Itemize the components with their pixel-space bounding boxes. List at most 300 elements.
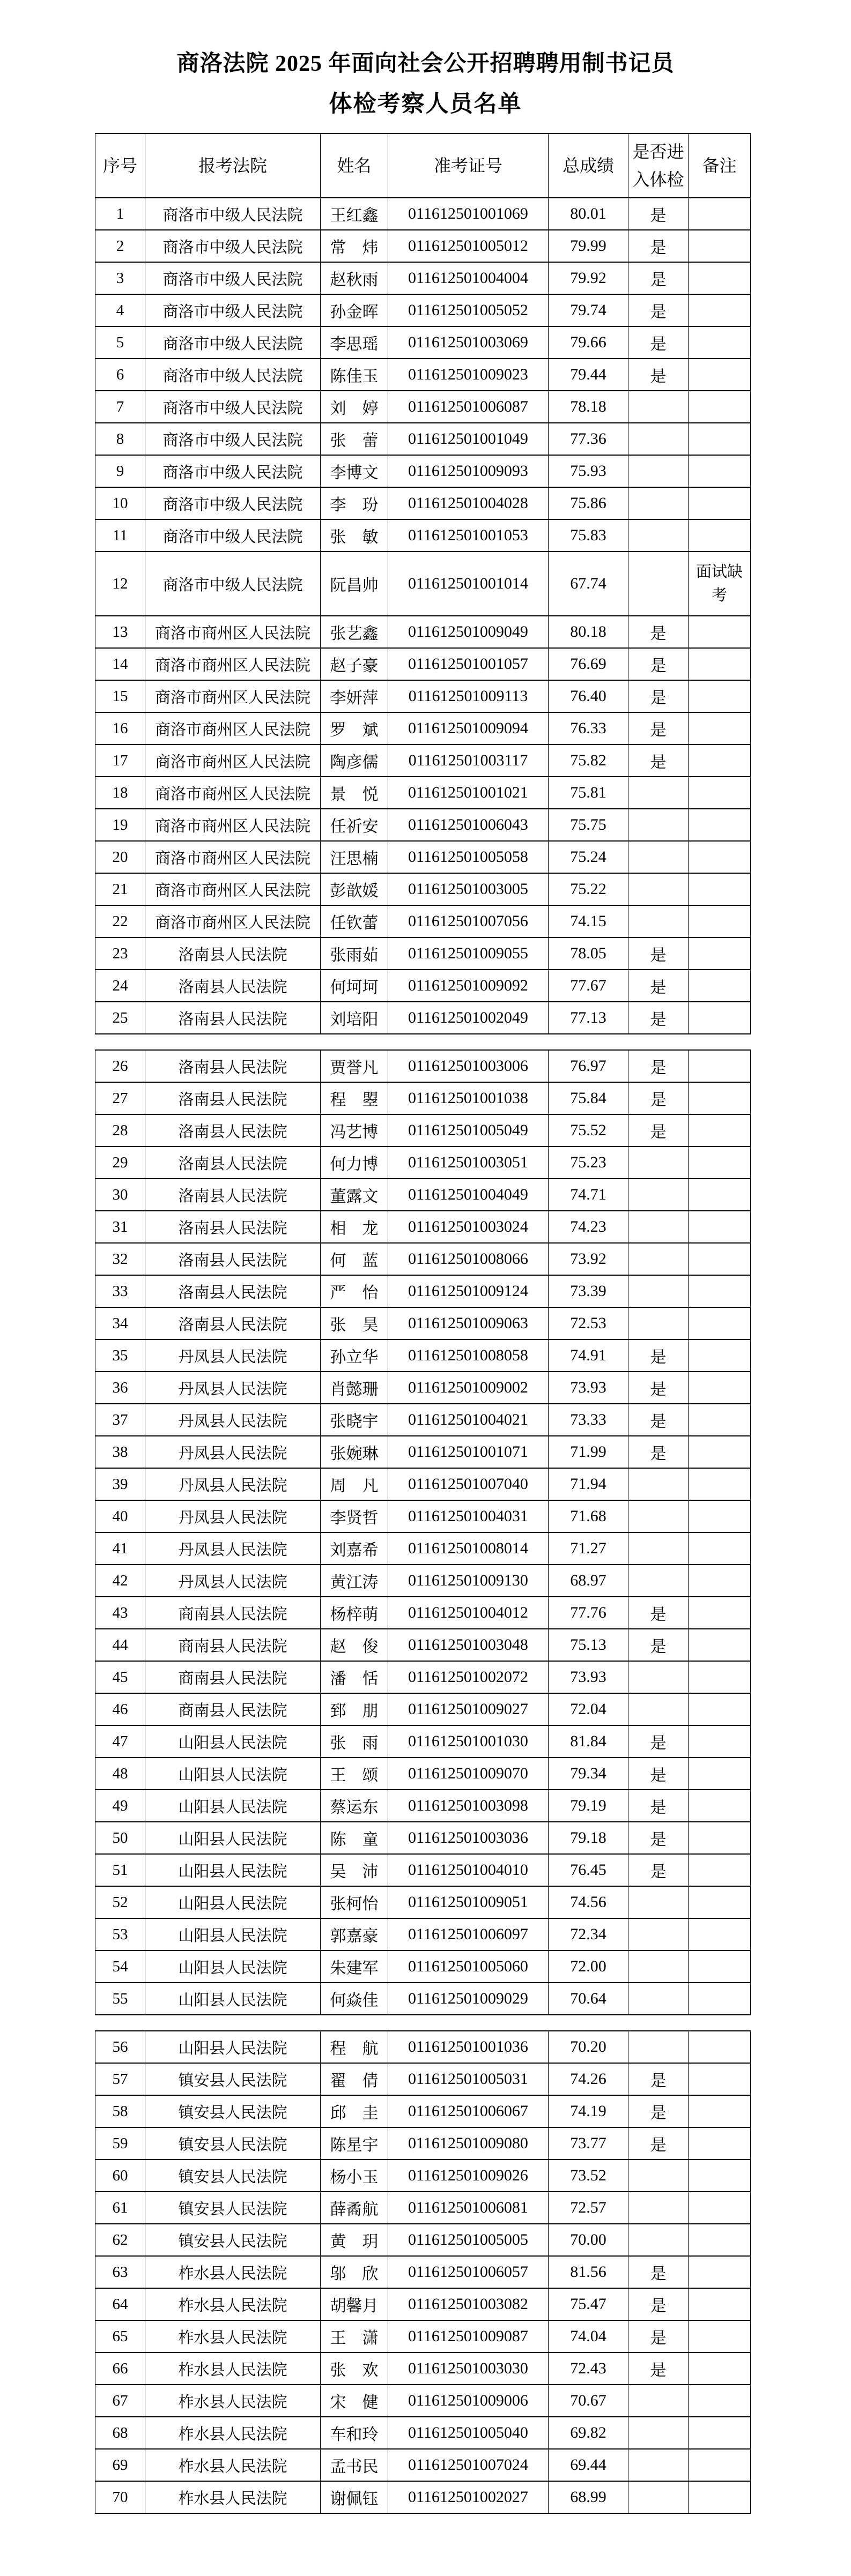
score-cell: 78.05 xyxy=(549,937,628,970)
score-cell: 70.64 xyxy=(549,1983,628,2015)
name-cell: 郅 朋 xyxy=(321,1693,388,1725)
seq-cell: 7 xyxy=(95,391,145,423)
table-row xyxy=(95,2320,751,2352)
enter-exam-cell: 是 xyxy=(628,1822,689,1854)
table-row xyxy=(95,616,751,648)
ticket-cell: 011612501001036 xyxy=(388,2031,549,2063)
enter-exam-cell: 是 xyxy=(628,937,689,970)
roster-table-section-3 xyxy=(95,2030,751,2514)
seq-cell: 48 xyxy=(95,1758,145,1790)
header-row xyxy=(95,133,751,198)
enter-exam-cell: 是 xyxy=(628,2288,689,2320)
court-cell: 镇安县人民法院 xyxy=(145,2095,321,2127)
table-row xyxy=(95,2224,751,2256)
enter-exam-cell: 是 xyxy=(628,294,689,326)
ticket-cell: 011612501008066 xyxy=(388,1243,549,1275)
score-cell: 76.40 xyxy=(549,680,628,712)
ticket-cell: 011612501005031 xyxy=(388,2063,549,2095)
name-cell: 孙立华 xyxy=(321,1339,388,1372)
ticket-cell: 011612501005012 xyxy=(388,230,549,262)
ticket-cell: 011612501003051 xyxy=(388,1146,549,1179)
enter-exam-cell: 是 xyxy=(628,1002,689,1034)
seq-cell: 52 xyxy=(95,1886,145,1918)
table-row xyxy=(95,326,751,359)
court-cell: 山阳县人民法院 xyxy=(145,1886,321,1918)
remark-cell xyxy=(689,616,751,648)
ticket-cell: 011612501001030 xyxy=(388,1725,549,1758)
seq-cell: 30 xyxy=(95,1179,145,1211)
remark-cell xyxy=(689,648,751,680)
court-cell: 商洛市商州区人民法院 xyxy=(145,616,321,648)
ticket-cell: 011612501002049 xyxy=(388,1002,549,1034)
remark-cell xyxy=(689,2449,751,2481)
name-cell: 潘 恬 xyxy=(321,1661,388,1693)
ticket-cell: 011612501003006 xyxy=(388,1050,549,1082)
seq-cell: 44 xyxy=(95,1629,145,1661)
remark-cell xyxy=(689,1597,751,1629)
table-row xyxy=(95,2352,751,2385)
remark-cell xyxy=(689,1339,751,1372)
seq-cell: 54 xyxy=(95,1950,145,1983)
court-cell: 商洛市中级人民法院 xyxy=(145,294,321,326)
remark-cell xyxy=(689,1082,751,1114)
seq-cell: 33 xyxy=(95,1275,145,1307)
name-cell: 张雨茹 xyxy=(321,937,388,970)
court-cell: 丹凤县人民法院 xyxy=(145,1500,321,1532)
table-row xyxy=(95,1918,751,1950)
table-row xyxy=(95,1886,751,1918)
enter-exam-cell xyxy=(628,2031,689,2063)
seq-cell: 31 xyxy=(95,1211,145,1243)
court-cell: 山阳县人民法院 xyxy=(145,1790,321,1822)
name-cell: 薛矞航 xyxy=(321,2192,388,2224)
name-cell: 何力博 xyxy=(321,1146,388,1179)
ticket-cell: 011612501009049 xyxy=(388,616,549,648)
ticket-cell: 011612501009087 xyxy=(388,2320,549,2352)
ticket-cell: 011612501001053 xyxy=(388,519,549,552)
enter-exam-cell: 是 xyxy=(628,2063,689,2095)
seq-cell: 70 xyxy=(95,2481,145,2513)
seq-cell: 65 xyxy=(95,2320,145,2352)
seq-cell: 55 xyxy=(95,1983,145,2015)
ticket-cell: 011612501001038 xyxy=(388,1082,549,1114)
ticket-cell: 011612501007056 xyxy=(388,905,549,937)
seq-cell: 21 xyxy=(95,873,145,905)
ticket-cell: 011612501009130 xyxy=(388,1565,549,1597)
remark-cell xyxy=(689,391,751,423)
enter-exam-cell: 是 xyxy=(628,1050,689,1082)
seq-cell: 38 xyxy=(95,1436,145,1468)
score-cell: 79.19 xyxy=(549,1790,628,1822)
name-cell: 张 欢 xyxy=(321,2352,388,2385)
enter-exam-cell: 是 xyxy=(628,2127,689,2160)
table-row xyxy=(95,1243,751,1275)
name-cell: 李妍萍 xyxy=(321,680,388,712)
ticket-cell: 011612501004031 xyxy=(388,1500,549,1532)
seq-cell: 6 xyxy=(95,359,145,391)
court-cell: 丹凤县人民法院 xyxy=(145,1468,321,1500)
ticket-cell: 011612501006097 xyxy=(388,1918,549,1950)
table-row xyxy=(95,1822,751,1854)
header-name-cell: 姓名 xyxy=(321,133,388,198)
name-cell: 张 蕾 xyxy=(321,423,388,455)
name-cell: 彭歆媛 xyxy=(321,873,388,905)
court-cell: 商南县人民法院 xyxy=(145,1629,321,1661)
remark-cell xyxy=(689,1790,751,1822)
seq-cell: 8 xyxy=(95,423,145,455)
score-cell: 71.27 xyxy=(549,1532,628,1565)
score-cell: 69.44 xyxy=(549,2449,628,2481)
court-cell: 商洛市商州区人民法院 xyxy=(145,777,321,809)
score-cell: 75.47 xyxy=(549,2288,628,2320)
enter-exam-cell xyxy=(628,777,689,809)
remark-cell xyxy=(689,2160,751,2192)
enter-exam-cell: 是 xyxy=(628,970,689,1002)
enter-exam-cell xyxy=(628,1950,689,1983)
remark-cell xyxy=(689,262,751,294)
remark-cell xyxy=(689,1146,751,1179)
score-cell: 73.39 xyxy=(549,1275,628,1307)
score-cell: 72.34 xyxy=(549,1918,628,1950)
score-cell: 74.26 xyxy=(549,2063,628,2095)
remark-cell xyxy=(689,680,751,712)
header-enter-exam-cell: 是否进入体检 xyxy=(628,133,689,198)
seq-cell: 69 xyxy=(95,2449,145,2481)
ticket-cell: 011612501004004 xyxy=(388,262,549,294)
court-cell: 柞水县人民法院 xyxy=(145,2385,321,2417)
seq-cell: 67 xyxy=(95,2385,145,2417)
remark-cell xyxy=(689,1179,751,1211)
score-cell: 79.74 xyxy=(549,294,628,326)
ticket-cell: 011612501004028 xyxy=(388,487,549,519)
enter-exam-cell: 是 xyxy=(628,744,689,777)
name-cell: 王 颂 xyxy=(321,1758,388,1790)
remark-cell xyxy=(689,1500,751,1532)
name-cell: 张 敏 xyxy=(321,519,388,552)
seq-cell: 47 xyxy=(95,1725,145,1758)
seq-cell: 43 xyxy=(95,1597,145,1629)
seq-cell: 68 xyxy=(95,2417,145,2449)
remark-cell xyxy=(689,2224,751,2256)
table-row xyxy=(95,391,751,423)
ticket-cell: 011612501003098 xyxy=(388,1790,549,1822)
table-row xyxy=(95,1629,751,1661)
title-line-1: 商洛法院 2025 年面向社会公开招聘聘用制书记员 xyxy=(176,51,675,76)
seq-cell: 4 xyxy=(95,294,145,326)
court-cell: 洛南县人民法院 xyxy=(145,1114,321,1146)
seq-cell: 17 xyxy=(95,744,145,777)
score-cell: 71.94 xyxy=(549,1468,628,1500)
seq-cell: 18 xyxy=(95,777,145,809)
table-row xyxy=(95,1146,751,1179)
table-row xyxy=(95,1790,751,1822)
score-cell: 68.97 xyxy=(549,1565,628,1597)
score-cell: 68.99 xyxy=(549,2481,628,2513)
score-cell: 79.92 xyxy=(549,262,628,294)
score-cell: 76.45 xyxy=(549,1854,628,1886)
seq-cell: 23 xyxy=(95,937,145,970)
court-cell: 山阳县人民法院 xyxy=(145,1758,321,1790)
roster-table-section-1 xyxy=(95,133,751,1034)
seq-cell: 5 xyxy=(95,326,145,359)
table-row xyxy=(95,1725,751,1758)
seq-cell: 36 xyxy=(95,1372,145,1404)
enter-exam-cell xyxy=(628,1275,689,1307)
score-cell: 74.19 xyxy=(549,2095,628,2127)
name-cell: 李贤哲 xyxy=(321,1500,388,1532)
table-row xyxy=(95,262,751,294)
score-cell: 76.33 xyxy=(549,712,628,744)
table-row xyxy=(95,1050,751,1082)
enter-exam-cell xyxy=(628,519,689,552)
name-cell: 张婉琳 xyxy=(321,1436,388,1468)
name-cell: 何坷坷 xyxy=(321,970,388,1002)
name-cell: 翟 倩 xyxy=(321,2063,388,2095)
name-cell: 张 雨 xyxy=(321,1725,388,1758)
court-cell: 丹凤县人民法院 xyxy=(145,1436,321,1468)
remark-cell xyxy=(689,1532,751,1565)
score-cell: 74.71 xyxy=(549,1179,628,1211)
seq-cell: 12 xyxy=(95,552,145,616)
enter-exam-cell: 是 xyxy=(628,1436,689,1468)
enter-exam-cell: 是 xyxy=(628,680,689,712)
name-cell: 程 航 xyxy=(321,2031,388,2063)
seq-cell: 60 xyxy=(95,2160,145,2192)
score-cell: 73.93 xyxy=(549,1372,628,1404)
score-cell: 71.99 xyxy=(549,1436,628,1468)
enter-exam-cell: 是 xyxy=(628,1725,689,1758)
court-cell: 柞水县人民法院 xyxy=(145,2320,321,2352)
score-cell: 75.75 xyxy=(549,809,628,841)
score-cell: 75.82 xyxy=(549,744,628,777)
court-cell: 洛南县人民法院 xyxy=(145,1082,321,1114)
enter-exam-cell xyxy=(628,905,689,937)
seq-cell: 58 xyxy=(95,2095,145,2127)
score-cell: 72.53 xyxy=(549,1307,628,1339)
remark-cell xyxy=(689,2095,751,2127)
score-cell: 69.82 xyxy=(549,2417,628,2449)
score-cell: 77.76 xyxy=(549,1597,628,1629)
remark-cell xyxy=(689,1918,751,1950)
score-cell: 74.15 xyxy=(549,905,628,937)
score-cell: 70.20 xyxy=(549,2031,628,2063)
court-cell: 镇安县人民法院 xyxy=(145,2127,321,2160)
remark-cell xyxy=(689,1372,751,1404)
name-cell: 吴 沛 xyxy=(321,1854,388,1886)
remark-cell xyxy=(689,1211,751,1243)
enter-exam-cell xyxy=(628,1179,689,1211)
score-cell: 80.01 xyxy=(549,198,628,230)
court-cell: 山阳县人民法院 xyxy=(145,1822,321,1854)
score-cell: 75.13 xyxy=(549,1629,628,1661)
score-cell: 75.84 xyxy=(549,1082,628,1114)
score-cell: 77.67 xyxy=(549,970,628,1002)
score-cell: 75.83 xyxy=(549,519,628,552)
table-row xyxy=(95,1983,751,2015)
seq-cell: 9 xyxy=(95,455,145,487)
remark-cell xyxy=(689,1661,751,1693)
court-cell: 商洛市中级人民法院 xyxy=(145,487,321,519)
remark-cell xyxy=(689,905,751,937)
ticket-cell: 011612501005058 xyxy=(388,841,549,873)
name-cell: 李 玢 xyxy=(321,487,388,519)
score-cell: 78.18 xyxy=(549,391,628,423)
score-cell: 79.34 xyxy=(549,1758,628,1790)
enter-exam-cell xyxy=(628,841,689,873)
enter-exam-cell xyxy=(628,2481,689,2513)
name-cell: 邱 圭 xyxy=(321,2095,388,2127)
seq-cell: 20 xyxy=(95,841,145,873)
seq-cell: 57 xyxy=(95,2063,145,2095)
table-row xyxy=(95,423,751,455)
remark-cell xyxy=(689,1404,751,1436)
remark-cell xyxy=(689,2352,751,2385)
table-row xyxy=(95,2288,751,2320)
seq-cell: 14 xyxy=(95,648,145,680)
seq-cell: 35 xyxy=(95,1339,145,1372)
score-cell: 77.36 xyxy=(549,423,628,455)
score-cell: 70.00 xyxy=(549,2224,628,2256)
seq-cell: 42 xyxy=(95,1565,145,1597)
ticket-cell: 011612501005040 xyxy=(388,2417,549,2449)
court-cell: 商南县人民法院 xyxy=(145,1661,321,1693)
table-row xyxy=(95,1661,751,1693)
seq-cell: 19 xyxy=(95,809,145,841)
court-cell: 镇安县人民法院 xyxy=(145,2063,321,2095)
court-cell: 柞水县人民法院 xyxy=(145,2288,321,2320)
ticket-cell: 011612501006057 xyxy=(388,2256,549,2288)
remark-cell xyxy=(689,1275,751,1307)
enter-exam-cell xyxy=(628,423,689,455)
ticket-cell: 011612501005052 xyxy=(388,294,549,326)
enter-exam-cell: 是 xyxy=(628,1629,689,1661)
enter-exam-cell: 是 xyxy=(628,2320,689,2352)
score-cell: 76.97 xyxy=(549,1050,628,1082)
court-cell: 柞水县人民法院 xyxy=(145,2352,321,2385)
table-row xyxy=(95,1211,751,1243)
name-cell: 罗 斌 xyxy=(321,712,388,744)
remark-cell xyxy=(689,294,751,326)
seq-cell: 39 xyxy=(95,1468,145,1500)
name-cell: 赵 俊 xyxy=(321,1629,388,1661)
score-cell: 74.23 xyxy=(549,1211,628,1243)
header-remark-cell: 备注 xyxy=(689,133,751,198)
enter-exam-cell: 是 xyxy=(628,2095,689,2127)
ticket-cell: 011612501003069 xyxy=(388,326,549,359)
score-cell: 79.18 xyxy=(549,1822,628,1854)
court-cell: 商洛市商州区人民法院 xyxy=(145,809,321,841)
seq-cell: 15 xyxy=(95,680,145,712)
court-cell: 丹凤县人民法院 xyxy=(145,1372,321,1404)
enter-exam-cell: 是 xyxy=(628,712,689,744)
court-cell: 洛南县人民法院 xyxy=(145,1307,321,1339)
table-row xyxy=(95,2095,751,2127)
seq-cell: 32 xyxy=(95,1243,145,1275)
name-cell: 陈佳玉 xyxy=(321,359,388,391)
remark-cell xyxy=(689,455,751,487)
table-row xyxy=(95,2417,751,2449)
ticket-cell: 011612501003036 xyxy=(388,1822,549,1854)
table-row xyxy=(95,2481,751,2513)
table-row xyxy=(95,2160,751,2192)
enter-exam-cell xyxy=(628,455,689,487)
table-row xyxy=(95,1758,751,1790)
ticket-cell: 011612501009051 xyxy=(388,1886,549,1918)
ticket-cell: 011612501006067 xyxy=(388,2095,549,2127)
ticket-cell: 011612501009070 xyxy=(388,1758,549,1790)
remark-cell xyxy=(689,2031,751,2063)
remark-cell xyxy=(689,937,751,970)
enter-exam-cell xyxy=(628,1918,689,1950)
remark-cell xyxy=(689,1822,751,1854)
court-cell: 山阳县人民法院 xyxy=(145,2031,321,2063)
table-row xyxy=(95,1468,751,1500)
ticket-cell: 011612501001071 xyxy=(388,1436,549,1468)
name-cell: 谢佩钰 xyxy=(321,2481,388,2513)
score-cell: 73.33 xyxy=(549,1404,628,1436)
score-cell: 77.13 xyxy=(549,1002,628,1034)
name-cell: 程 曌 xyxy=(321,1082,388,1114)
ticket-cell: 011612501009026 xyxy=(388,2160,549,2192)
header-seq-cell: 序号 xyxy=(95,133,145,198)
remark-cell xyxy=(689,2288,751,2320)
enter-exam-cell: 是 xyxy=(628,198,689,230)
name-cell: 周 凡 xyxy=(321,1468,388,1500)
name-cell: 胡馨月 xyxy=(321,2288,388,2320)
name-cell: 相 龙 xyxy=(321,1211,388,1243)
seq-cell: 22 xyxy=(95,905,145,937)
remark-cell xyxy=(689,230,751,262)
table-row xyxy=(95,937,751,970)
table-row xyxy=(95,519,751,552)
enter-exam-cell: 是 xyxy=(628,230,689,262)
seq-cell: 16 xyxy=(95,712,145,744)
remark-cell xyxy=(689,777,751,809)
ticket-cell: 011612501009055 xyxy=(388,937,549,970)
court-cell: 商洛市中级人民法院 xyxy=(145,519,321,552)
court-cell: 丹凤县人民法院 xyxy=(145,1532,321,1565)
score-cell: 73.77 xyxy=(549,2127,628,2160)
remark-cell xyxy=(689,744,751,777)
remark-cell xyxy=(689,359,751,391)
ticket-cell: 011612501003024 xyxy=(388,1211,549,1243)
court-cell: 洛南县人民法院 xyxy=(145,1179,321,1211)
table-row xyxy=(95,455,751,487)
court-cell: 洛南县人民法院 xyxy=(145,1050,321,1082)
name-cell: 赵秋雨 xyxy=(321,262,388,294)
court-cell: 商洛市中级人民法院 xyxy=(145,198,321,230)
name-cell: 冯艺博 xyxy=(321,1114,388,1146)
court-cell: 山阳县人民法院 xyxy=(145,1918,321,1950)
table-row xyxy=(95,1114,751,1146)
remark-cell xyxy=(689,1436,751,1468)
enter-exam-cell xyxy=(628,1211,689,1243)
seq-cell: 59 xyxy=(95,2127,145,2160)
name-cell: 阮昌帅 xyxy=(321,552,388,616)
seq-cell: 50 xyxy=(95,1822,145,1854)
remark-cell xyxy=(689,712,751,744)
enter-exam-cell xyxy=(628,1500,689,1532)
remark-cell xyxy=(689,2385,751,2417)
score-cell: 73.52 xyxy=(549,2160,628,2192)
ticket-cell: 011612501004049 xyxy=(388,1179,549,1211)
name-cell: 张晓宇 xyxy=(321,1404,388,1436)
enter-exam-cell xyxy=(628,2224,689,2256)
table-row xyxy=(95,1307,751,1339)
enter-exam-cell xyxy=(628,1886,689,1918)
table-row xyxy=(95,712,751,744)
remark-cell xyxy=(689,326,751,359)
